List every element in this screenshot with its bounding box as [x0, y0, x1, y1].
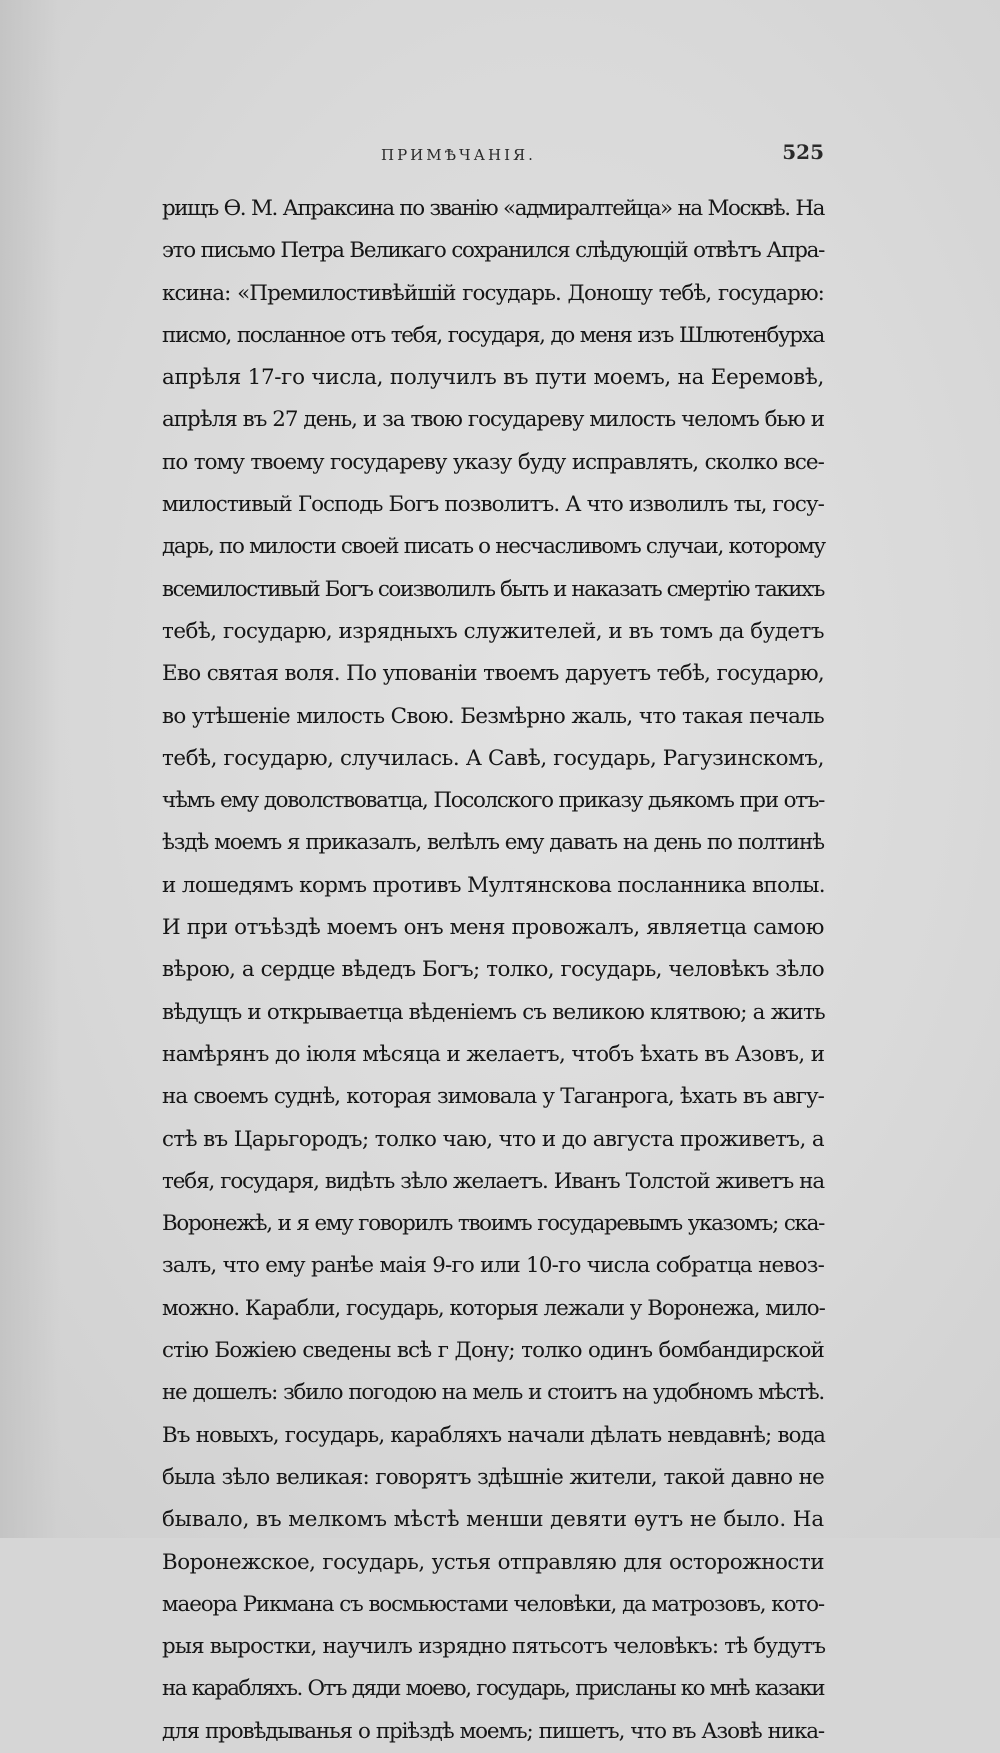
- text-line: можно. Карабли, государь, которыя лежали у Воронежа, мило-: [162, 1295, 825, 1321]
- text-line: маеора Рикмана съ восмьюстами человѣки, да матрозовъ, кото-: [162, 1591, 824, 1617]
- text-line: Воронежское, государь, устья отправляю для осторожности: [162, 1549, 824, 1575]
- text-line: для провѣдыванья о пріѣздѣ моемъ; пишетъ, что въ Азовѣ ника-: [162, 1718, 824, 1744]
- text-line: залъ, что ему ранѣе маія 9-го или 10-го числа собратца невоз-: [162, 1253, 824, 1279]
- text-line: вѣрою, а сердце вѣдедъ Богъ; толко, государь, человѣкъ зѣло: [162, 957, 824, 983]
- text-line: милостивый Господь Богъ позволитъ. А что изволилъ ты, госу-: [162, 492, 824, 518]
- text-line: не дошелъ: збило погодою на мель и стоитъ на удобномъ мѣстѣ.: [162, 1380, 824, 1406]
- text-line: тебѣ, государю, случилась. А Савѣ, государь, Рагузинскомъ,: [162, 745, 824, 771]
- page-header: [162, 140, 824, 170]
- text-line: тебя, государя, видѣть зѣло желаетъ. Иванъ Толстой живетъ на: [162, 1168, 824, 1194]
- text-line: ѣздѣ моемъ я приказалъ, велѣлъ ему давать на день по полтинѣ: [162, 830, 824, 856]
- page-number: 525: [782, 140, 824, 164]
- text-line: Въ новыхъ, государь, карабляхъ начали дѣлать невдавнѣ; вода: [162, 1422, 826, 1448]
- text-line: Ево святая воля. По упованіи твоемъ даруетъ тебѣ, государю,: [162, 661, 824, 687]
- text-line: тебѣ, государю, изрядныхъ служителей, и въ томъ да будетъ: [162, 618, 824, 644]
- text-line: вѣдущъ и открываетца вѣденіемъ съ великою клятвою; а жить: [162, 999, 825, 1025]
- text-line: апрѣля 17-го числа, получилъ въ пути моемъ, на Ееремовѣ,: [162, 365, 824, 391]
- text-line: всемилостивый Богъ соизволилъ быть и наказать смертію такихъ: [162, 576, 825, 602]
- text-line: чѣмъ ему доволствоватца, Посолского приказу дьякомъ при отъ-: [162, 788, 824, 814]
- text-line: Воронежѣ, и я ему говорилъ твоимъ государевымъ указомъ; ска-: [162, 1211, 824, 1237]
- page-spine-shadow: [0, 0, 60, 1538]
- text-line: ксина: «Премилостивѣйшій государь. Доношу тебѣ, государю:: [162, 280, 824, 306]
- text-line: рищъ Ѳ. М. Апраксина по званію «адмиралтейца» на Москвѣ. На: [162, 196, 824, 221]
- text-line: намѣрянъ до іюля мѣсяца и желаетъ, чтобъ ѣхать въ Азовъ, и: [162, 1041, 825, 1067]
- text-line: стѣ въ Царьгородъ; толко чаю, что и до августа проживетъ, а: [162, 1126, 824, 1152]
- text-line: рыя выростки, научилъ изрядно пятьсотъ человѣкъ: тѣ будутъ: [162, 1634, 826, 1660]
- text-line: во утѣшеніе милость Свою. Безмѣрно жаль, что такая печаль: [162, 703, 824, 729]
- text-line: стію Божіею сведены всѣ г Дону; толко одинъ бомбандирской: [162, 1338, 824, 1364]
- running-head: ПРИМѢЧАНІЯ.: [381, 146, 536, 164]
- text-line: И при отъѣздѣ моемъ онъ меня провожалъ, являетца самою: [162, 915, 824, 941]
- text-line: бывало, въ мелкомъ мѣстѣ менши девяти ѳутъ не было. На: [162, 1507, 824, 1533]
- text-line: по тому твоему государеву указу буду исправлять, сколко все-: [162, 449, 824, 475]
- text-line: на своемъ суднѣ, которая зимовала у Таганрога, ѣхать въ авгу-: [162, 1084, 824, 1110]
- text-line: это письмо Петра Великаго сохранился слѣдующій отвѣтъ Апра-: [162, 238, 824, 264]
- text-line: и лошедямъ кормъ противъ Мултянскова посланника вполы.: [162, 872, 825, 898]
- body-text: [162, 188, 824, 1753]
- text-line: была зѣло великая: говорятъ здѣшніе жители, такой давно не: [162, 1464, 824, 1490]
- text-line: апрѣля въ 27 день, и за твою государеву милость челомъ бью и: [162, 407, 824, 433]
- text-line: писмо, посланное отъ тебя, государя, до меня изъ Шлютенбурха: [162, 322, 824, 348]
- text-line: дарь, по милости своей писать о несчасливомъ случаи, которому: [162, 534, 825, 560]
- text-line: на карабляхъ. Отъ дяди моево, государь, присланы ко мнѣ казаки: [162, 1676, 824, 1702]
